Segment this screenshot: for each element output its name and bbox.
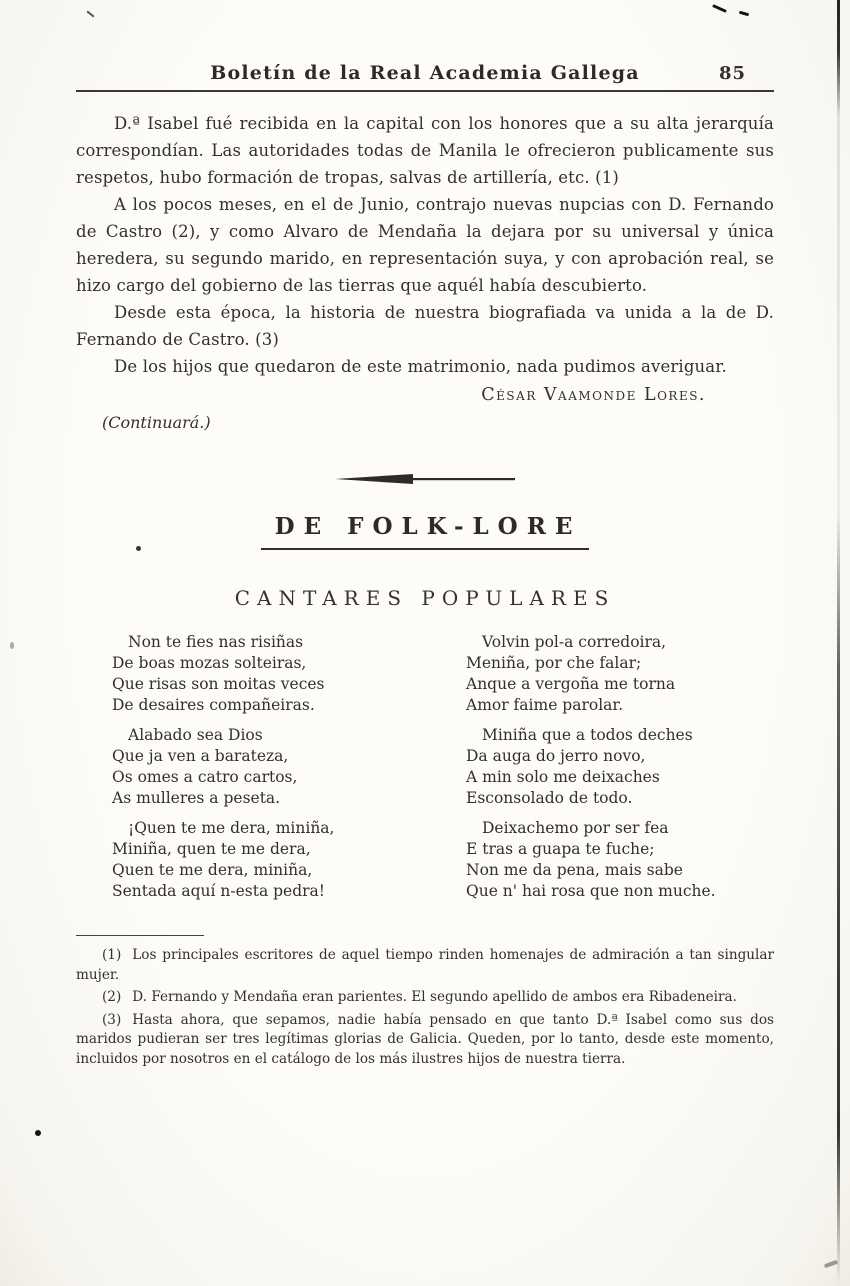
scan-artifact-right-edge <box>837 0 840 1286</box>
verse-line: Que n' hai rosa que non muche. <box>466 882 716 900</box>
verse-line: Alabado sea Dios <box>128 726 263 744</box>
page-header <box>0 0 850 92</box>
tapered-rule-icon <box>335 472 515 486</box>
footnotes-section <box>0 935 850 1069</box>
verse-line: Os omes a catro cartos, <box>112 768 298 786</box>
verse-line: Esconsolado de todo. <box>466 789 633 807</box>
article-paragraph: Desde esta época, la historia de nuestra biografiada va unida a la de D. Fernando de Castro. (3) <box>76 303 774 349</box>
verse-line: Meniña, por che falar; <box>466 654 642 672</box>
article-paragraph: A los pocos meses, en el de Junio, contrajo nuevas nupcias con D. Fernando de Castro (2), y como Alvaro de Mendaña la dejara por su universal y única heredera, su segundo marido, en representación suya, y con aprobación real, se hizo cargo del gobierno de las tierras que aquél había descubierto. <box>76 195 774 295</box>
verse-line: Da auga do jerro novo, <box>466 747 646 765</box>
verse-line: As mulleres a peseta. <box>112 789 281 807</box>
verse-line: Que ja ven a barateza, <box>112 747 289 765</box>
verse-column-left <box>76 632 420 911</box>
verse-line: Quen te me dera, miniña, <box>112 861 313 879</box>
section-divider <box>76 468 774 487</box>
footnote-text: Los principales escritores de aquel tiempo rinden homenajes de admiración a tan singular mujer. <box>76 947 774 983</box>
scan-artifact-dot <box>10 642 14 649</box>
verse-line: Sentada aquí n-esta pedra! <box>112 882 326 900</box>
stanza <box>466 818 774 902</box>
article-paragraph: D.ª Isabel fué recibida en la capital con los honores que a su alta jerarquía correspondían. Las autoridades todas de Manila le ofrecieron publicamente sus respetos, hubo formación de tropas, salvas de artillería, etc. (1) <box>76 114 774 187</box>
section-title <box>76 513 774 550</box>
verse-line: Amor faime parolar. <box>466 696 624 714</box>
footnote-rule <box>76 935 204 936</box>
footnote <box>76 988 774 1008</box>
page-content <box>0 92 850 911</box>
verse-line: De desaires compañeiras. <box>112 696 315 714</box>
verse-line: ¡Quen te me dera, miniña, <box>128 819 335 837</box>
verse-line: E tras a guapa te fuche; <box>466 840 655 858</box>
footnote <box>76 1011 774 1070</box>
footnote-marker: (1) <box>102 947 122 963</box>
author-signature: César Vaamonde Lores. <box>481 385 706 405</box>
verse-line: Anque a vergoña me torna <box>466 675 676 693</box>
footnote-marker: (3) <box>102 1011 122 1028</box>
verse-line: Non te fies nas risiñas <box>128 633 304 651</box>
footnote-text: D. Fernando y Mendaña eran parientes. El segundo apellido de ambos era Ribadeneira. <box>132 989 737 1005</box>
verse-line: Deixachemo por ser fea <box>482 819 669 837</box>
scan-artifact-dot <box>35 1130 41 1136</box>
stanza <box>466 632 774 716</box>
page-number: 85 <box>718 63 746 84</box>
stanza <box>112 632 420 716</box>
stanza <box>112 725 420 809</box>
journal-title: Boletín de la Real Academia Gallega <box>210 62 640 84</box>
stanza <box>112 818 420 902</box>
verse-line: Volvin pol-a corredoira, <box>482 633 667 651</box>
footnote-marker: (2) <box>102 989 122 1005</box>
header-row <box>76 62 774 84</box>
section-subtitle: CANTARES POPULARES <box>234 586 616 610</box>
footnote-text: Hasta ahora, que sepamos, nadie había pensado en que tanto D.ª Isabel como sus dos maridos pudieran ser tres legítimas glorias de Galicia. Queden, por lo tanto, desde este momento, incluidos por nosotros en el catálogo de los más ilustres hijos de nuestra tierra. <box>76 1011 774 1067</box>
verse-line: Miniña que a todos deches <box>482 726 693 744</box>
scan-artifact-dot <box>136 546 141 551</box>
verse-line: De boas mozas solteiras, <box>112 654 307 672</box>
continuation-note: (Continuará.) <box>102 413 211 432</box>
section-title-text: DE FOLK-LORE <box>261 513 590 550</box>
stanza <box>466 725 774 809</box>
verse-columns <box>76 632 774 911</box>
footnote <box>76 946 774 985</box>
verse-column-right <box>420 632 774 911</box>
verse-line: Non me da pena, mais sabe <box>466 861 683 879</box>
article-paragraph: De los hijos que quedaron de este matrimonio, nada pudimos averiguar. <box>114 357 727 376</box>
verse-line: Que risas son moitas veces <box>112 675 325 693</box>
verse-line: A min solo me deixaches <box>466 768 660 786</box>
verse-line: Miniña, quen te me dera, <box>112 840 311 858</box>
